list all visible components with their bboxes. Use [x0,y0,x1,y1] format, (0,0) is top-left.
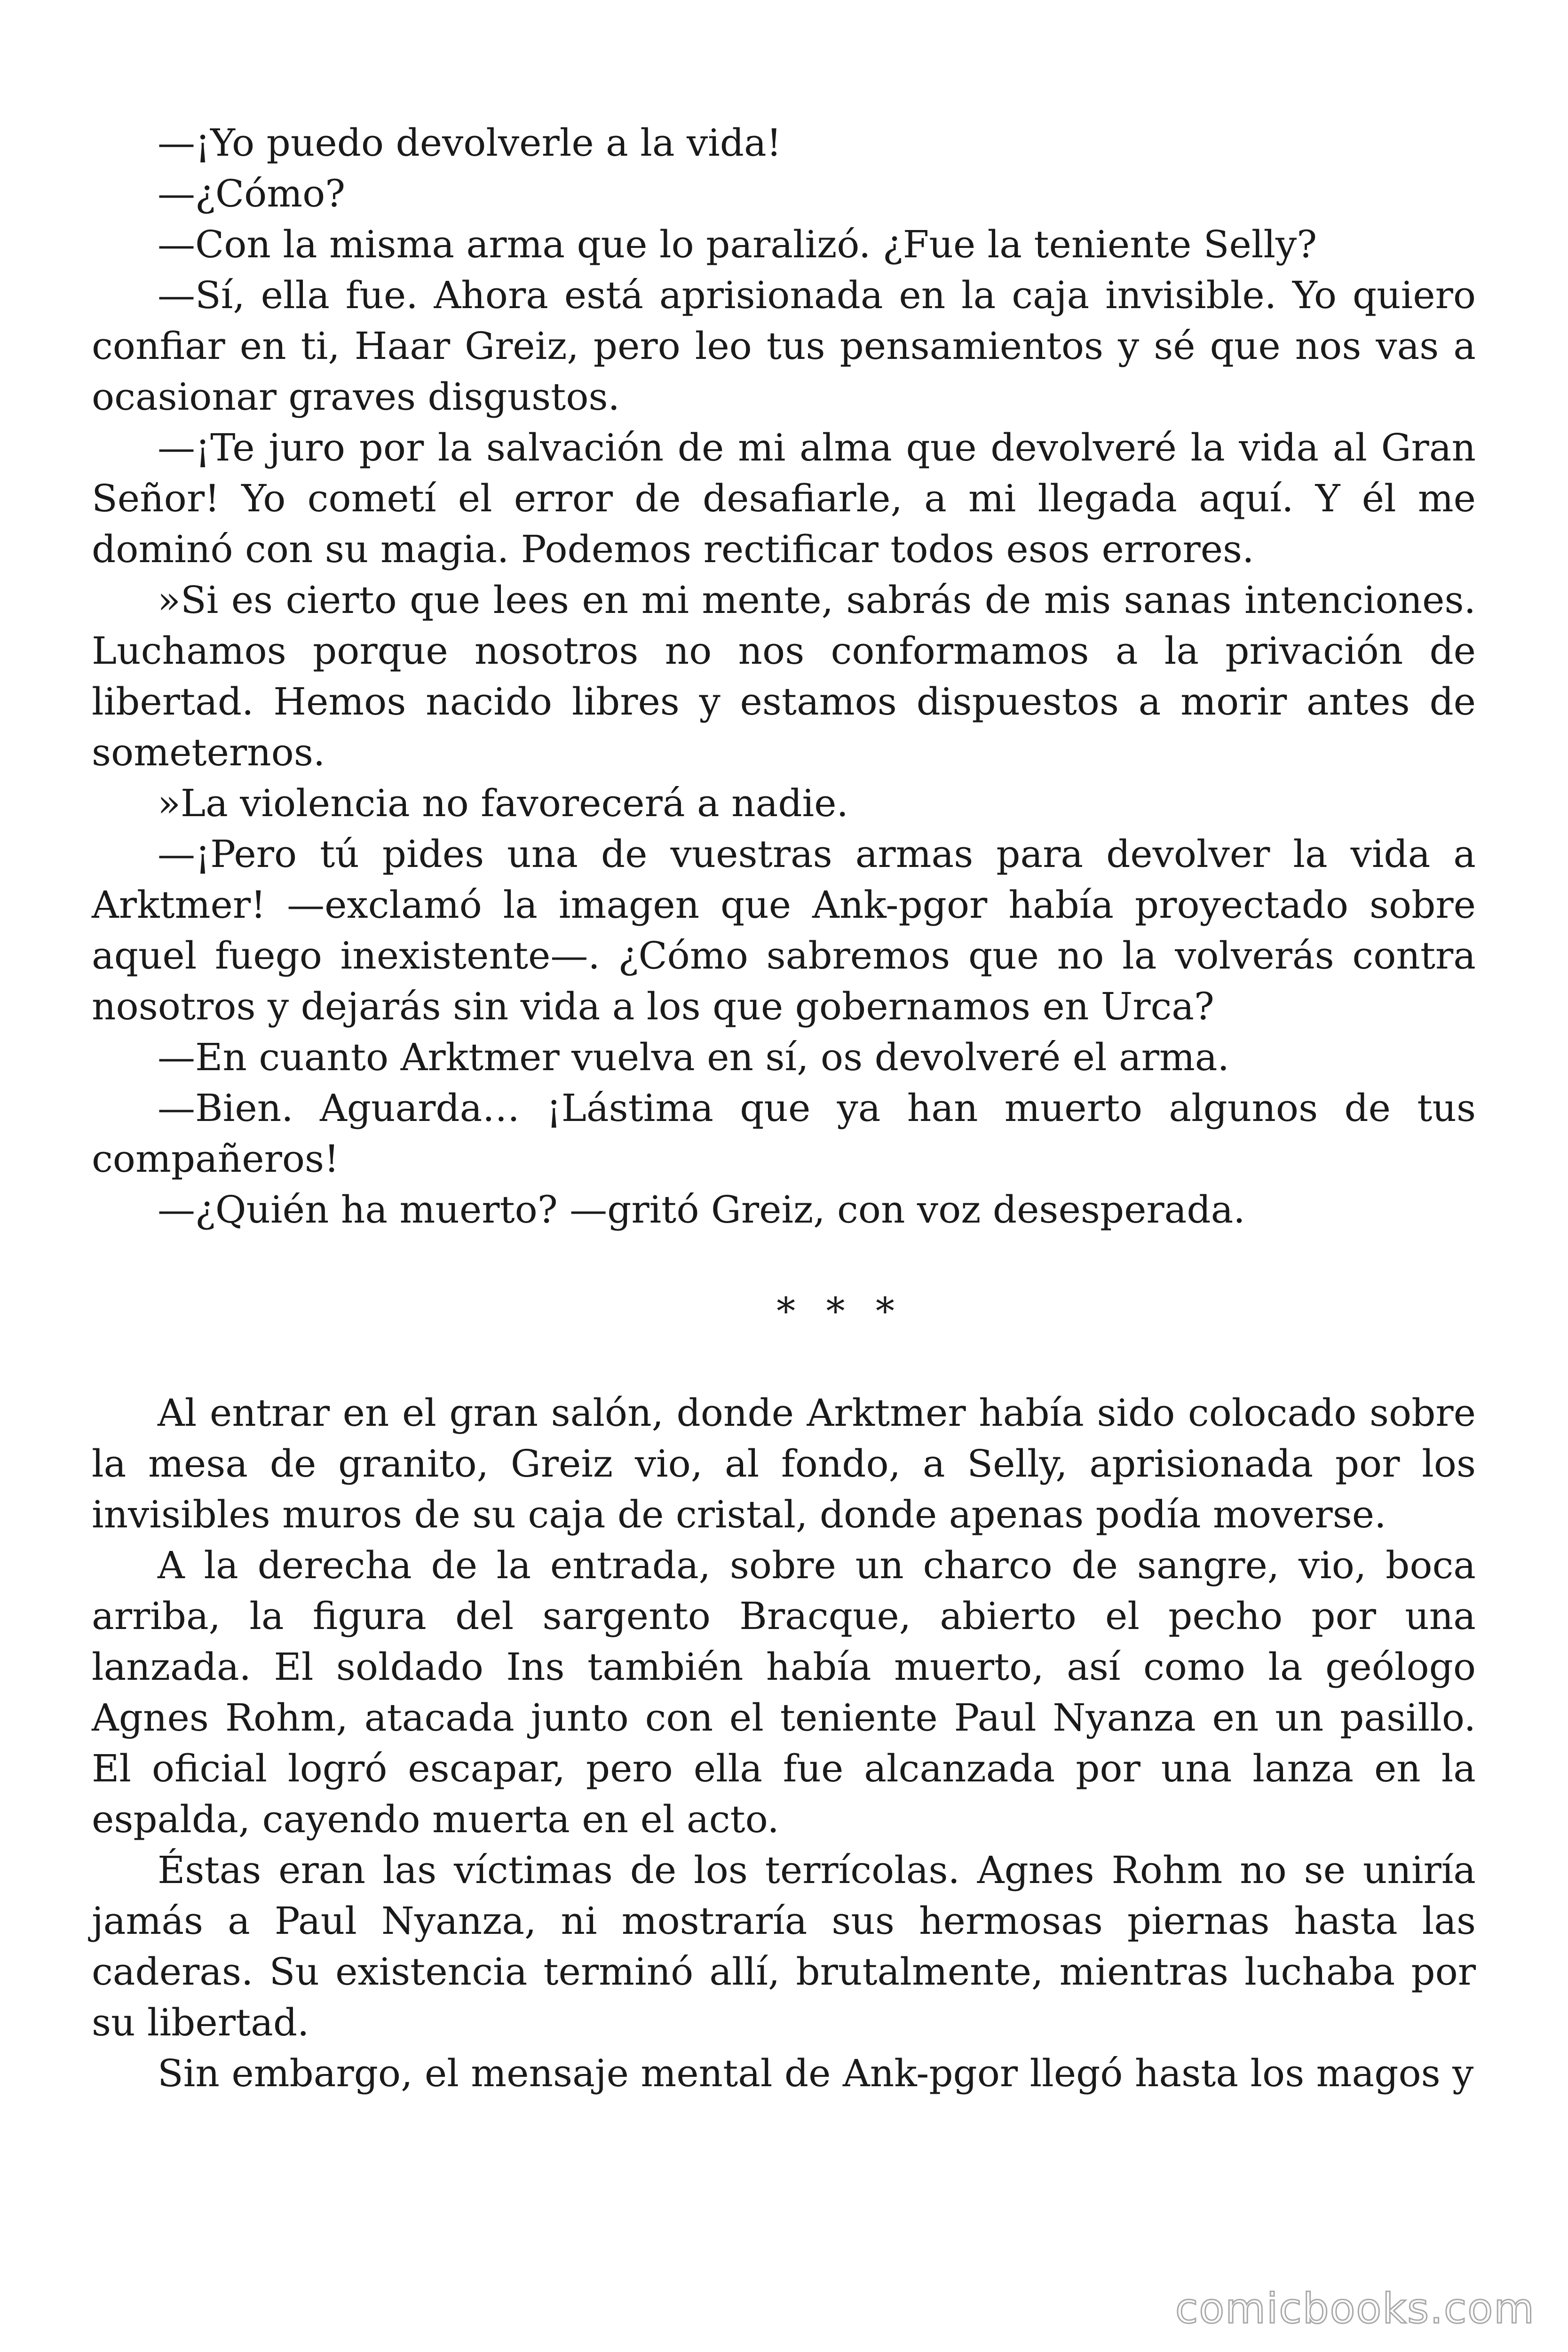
watermark-logo: comicbooks.com [1175,2284,1535,2333]
paragraph: Éstas eran las víctimas de los terrícolas. Agnes Rohm no se uniría jamás a Paul Nyanza, ni mostraría sus hermosas piernas hasta las caderas. Su existencia terminó allí, brutalmente, mientras luchaba por su libertad. [92,1848,1476,2044]
paragraph: »La violencia no favorecerá a nadie. [158,781,848,825]
paragraph: —Con la misma arma que lo paralizó. ¿Fue la teniente Selly? [158,222,1317,266]
paragraph: —¿Cómo? [158,172,346,215]
paragraph: A la derecha de la entrada, sobre un charco de sangre, vio, boca arriba, la figura del sargento Bracque, abierto el pecho por una lanzada. El soldado Ins también había muerto, así como la geólogo Agnes Rohm, atacada junto con el teniente Paul Nyanza en un pasillo. El oficial logró escapar, pero ella fue alcanzada por una lanza en la espalda, cayendo muerta en el acto. [92,1543,1476,1841]
paragraph: Al entrar en el gran salón, donde Arktmer había sido colocado sobre la mesa de granito, Greiz vio, al fondo, a Selly, aprisionada por los invisibles muros de su caja de cristal, donde apenas podía moverse. [92,1391,1476,1536]
paragraph: —¿Quién ha muerto? —gritó Greiz, con voz desesperada. [158,1188,1245,1232]
book-page [92,118,1476,2099]
paragraph: »Si es cierto que lees en mi mente, sabrás de mis sanas intenciones. Luchamos porque nosotros no nos conformamos a la privación de libertad. Hemos nacido libres y estamos dispuestos a morir antes de someternos. [92,578,1476,774]
paragraph: —Bien. Aguarda… ¡Lástima que ya han muerto algunos de tus compañeros! [92,1086,1476,1181]
paragraph: —¡Yo puedo devolverle a la vida! [158,121,782,165]
paragraph: —Sí, ella fue. Ahora está aprisionada en la caja invisible. Yo quiero confiar en ti, Haar Greiz, pero leo tus pensamientos y sé que nos vas a ocasionar graves disgustos. [92,273,1476,419]
paragraph: Sin embargo, el mensaje mental de Ank-pgor llegó hasta los magos y [158,2051,1474,2095]
paragraph: —¡Te juro por la salvación de mi alma que devolveré la vida al Gran Señor! Yo cometí el error de desafiarle, a mi llegada aquí. Y él me dominó con su magia. Podemos rectificar todos esos errores. [92,426,1476,571]
paragraph: —¡Pero tú pides una de vuestras armas para devolver la vida a Arktmer! —exclamó la imagen que Ank-pgor había proyectado sobre aquel fuego inexistente—. ¿Cómo sabremos que no la volverás contra nosotros y dejarás sin vida a los que gobernamos en Urca? [92,832,1476,1028]
section-separator: * * * [776,1289,904,1333]
paragraph: —En cuanto Arktmer vuelva en sí, os devolveré el arma. [158,1035,1229,1079]
